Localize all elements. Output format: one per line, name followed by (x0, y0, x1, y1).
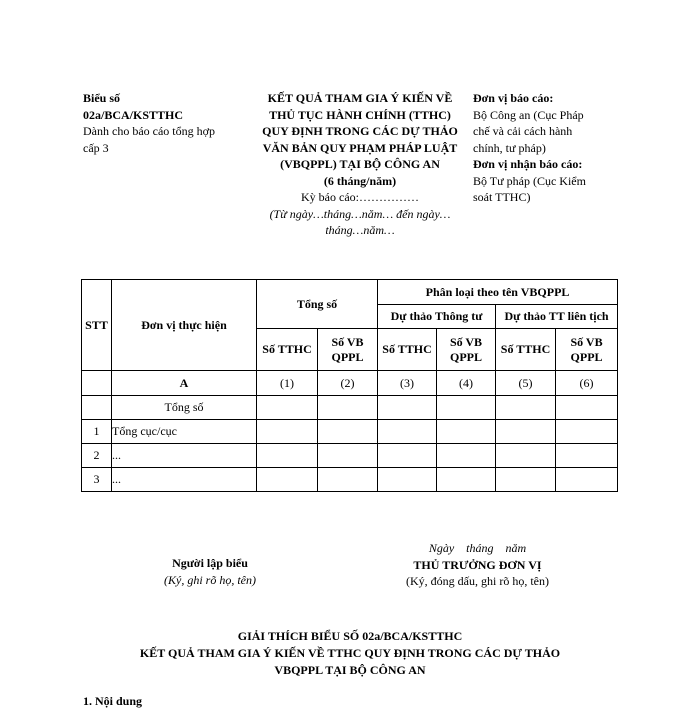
table-cell (257, 420, 318, 444)
receiving-unit-line-1: Bộ Tư pháp (Cục Kiểm (473, 173, 586, 188)
reporting-unit-line-2: chế và cải cách hành (473, 124, 573, 138)
header-classification: Phân loại theo tên VBQPPL (378, 280, 618, 305)
report-title-line-5: (VBQPPL) TẠI BỘ CÔNG AN (280, 157, 440, 171)
row-stt: 1 (82, 420, 112, 444)
table-cell (556, 468, 618, 492)
header-circular-tthc: Số TTHC (378, 329, 437, 371)
index-cell-6: (6) (556, 371, 618, 396)
table-cell (318, 468, 378, 492)
form-scope-line-2: cấp 3 (83, 140, 109, 155)
total-row (82, 396, 618, 420)
table-cell (437, 468, 496, 492)
table-cell (496, 396, 556, 420)
reporting-unit-line-3: chính, tư pháp) (473, 140, 546, 155)
header-total-vb (318, 329, 378, 371)
head-title: THỦ TRƯỞNG ĐƠN VỊ (413, 557, 542, 572)
table-cell (378, 396, 437, 420)
header-unit: Đơn vị thực hiện (112, 280, 257, 371)
table-cell (378, 468, 437, 492)
report-title-line-3: QUY ĐỊNH TRONG CÁC DỰ THẢO (262, 124, 458, 138)
head-signature-block (380, 540, 575, 590)
table-cell (378, 420, 437, 444)
explanation-title-line-1: GIẢI THÍCH BIỂU SỐ 02a/BCA/KSTTHC (237, 629, 463, 643)
signature-date: Ngày tháng năm (428, 541, 527, 555)
table-cell (437, 396, 496, 420)
table-cell (257, 444, 318, 468)
report-title-line-1: KẾT QUẢ THAM GIA Ý KIẾN VỀ (267, 91, 453, 105)
table-cell (318, 420, 378, 444)
header-joint-tthc: Số TTHC (496, 329, 556, 371)
header-joint-vb (556, 329, 618, 371)
report-title-line-4: VĂN BẢN QUY PHẠM PHÁP LUẬT (262, 140, 458, 155)
table-cell (257, 468, 318, 492)
header-circular-vb (437, 329, 496, 371)
index-cell-stt (82, 371, 112, 396)
header-joint-vb-line-1: Số VB (570, 334, 603, 349)
table-cell (556, 396, 618, 420)
table-cell (556, 444, 618, 468)
row-stt: 2 (82, 444, 112, 468)
report-title-line-2: THỦ TỤC HÀNH CHÍNH (TTHC) (269, 107, 451, 122)
table-cell (496, 468, 556, 492)
row-unit: Tổng cục/cục (112, 420, 257, 444)
header-total: Tổng số (257, 280, 378, 329)
section-heading-content: 1. Nội dung (83, 694, 143, 708)
table-cell (496, 444, 556, 468)
table-cell (318, 444, 378, 468)
report-title-block (240, 90, 480, 239)
table-cell (378, 444, 437, 468)
table-cell (437, 444, 496, 468)
header-total-vb-line-1: Số VB (331, 334, 364, 349)
header-stt: STT (82, 280, 112, 371)
table-cell (318, 396, 378, 420)
index-row (82, 371, 618, 396)
report-period: Kỳ báo cáo:…………… (301, 190, 419, 204)
table-cell (82, 396, 112, 420)
header-circular-vb-line-1: Số VB (449, 334, 483, 349)
form-label: Biểu số (83, 91, 121, 105)
index-cell-5: (5) (496, 371, 556, 396)
explanation-heading (0, 628, 700, 679)
index-cell-3: (3) (378, 371, 437, 396)
table-cell (556, 420, 618, 444)
preparer-title: Người lập biểu (172, 556, 248, 570)
index-cell-1: (1) (257, 371, 318, 396)
form-scope-line-1: Dành cho báo cáo tổng hợp (83, 124, 215, 138)
form-code: 02a/BCA/KSTTHC (83, 107, 184, 122)
index-cell-a: A (112, 371, 257, 396)
row-stt: 3 (82, 468, 112, 492)
index-cell-4: (4) (437, 371, 496, 396)
report-range-line-2: tháng…năm… (325, 223, 395, 237)
report-range-line-1: (Từ ngày…tháng…năm… đến ngày… (269, 206, 451, 221)
header-group-circular: Dự thảo Thông tư (378, 305, 496, 329)
header-circular-vb-line-2: QPPL (450, 349, 483, 364)
row-unit: ... (112, 468, 257, 492)
reporting-units-block (473, 90, 633, 206)
header-joint-vb-line-2: QPPL (570, 349, 603, 364)
explanation-title-line-3: VBQPPL TẠI BỘ CÔNG AN (274, 663, 426, 677)
table-cell (257, 396, 318, 420)
form-identifier-block (83, 90, 258, 156)
table-row (82, 468, 618, 492)
preparer-note: (Ký, ghi rõ họ, tên) (164, 572, 256, 587)
preparer-signature-block (130, 555, 290, 588)
explanation-title-line-2: KẾT QUẢ THAM GIA Ý KIẾN VỀ TTHC QUY ĐỊNH TRONG CÁC DỰ THẢO (139, 646, 561, 660)
header-total-tthc: Số TTHC (257, 329, 318, 371)
header-total-vb-line-2: QPPL (331, 349, 364, 364)
total-row-label: Tổng số (112, 396, 257, 420)
reporting-unit-label: Đơn vị báo cáo: (473, 91, 554, 105)
row-unit: ... (112, 444, 257, 468)
report-table (81, 279, 618, 492)
receiving-unit-label: Đơn vị nhận báo cáo: (473, 157, 583, 171)
head-note: (Ký, đóng dấu, ghi rõ họ, tên) (406, 574, 549, 588)
table-cell (437, 420, 496, 444)
header-group-joint-circular: Dự thảo TT liên tịch (496, 305, 618, 329)
reporting-unit-line-1: Bộ Công an (Cục Pháp (473, 107, 584, 122)
receiving-unit-line-2: soát TTHC) (473, 190, 531, 204)
table-row (82, 420, 618, 444)
table-cell (496, 420, 556, 444)
index-cell-2: (2) (318, 371, 378, 396)
table-row (82, 444, 618, 468)
report-frequency: (6 tháng/năm) (323, 173, 397, 188)
